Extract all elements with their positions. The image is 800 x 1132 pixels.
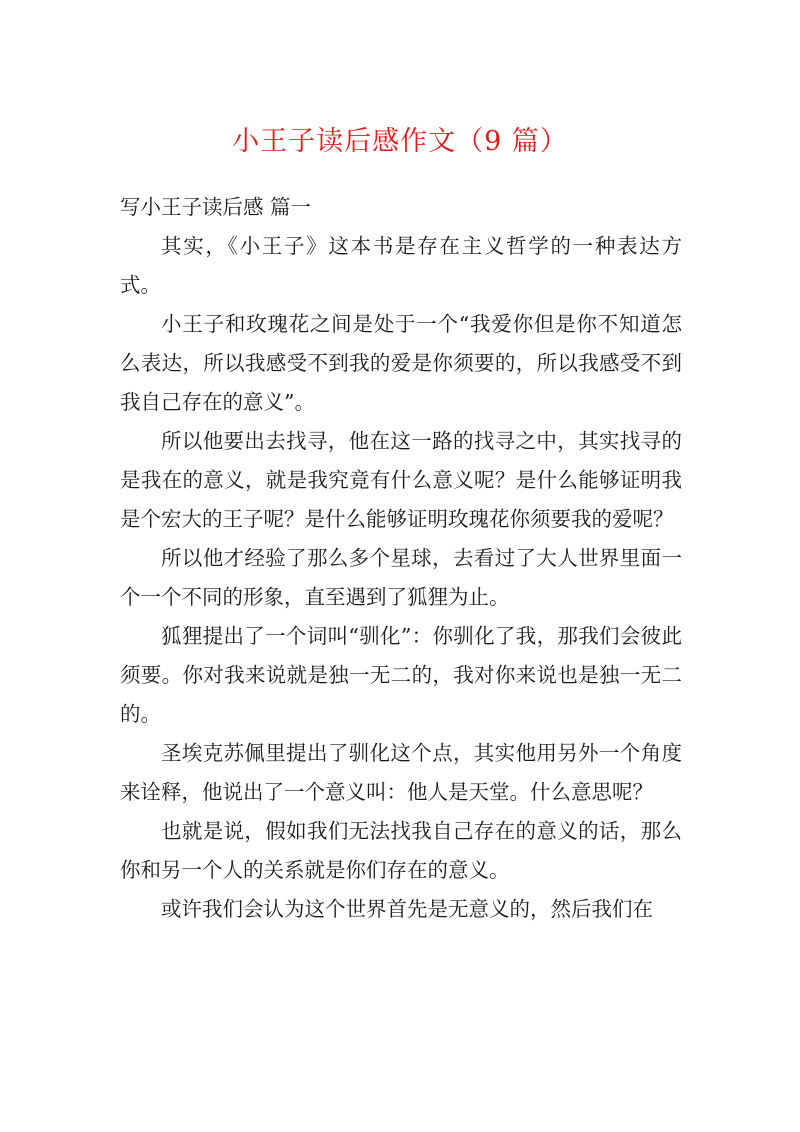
paragraph: 所以他才经验了那么多个星球，去看过了大人世界里面一个一个不同的形象，直至遇到了狐狸为止。 [120, 546, 682, 609]
paragraph: 也就是说，假如我们无法找我自己存在的意义的话，那么你和另一个人的关系就是你们存在的意义。 [120, 819, 682, 882]
paragraph: 圣埃克苏佩里提出了驯化这个点，其实他用另外一个角度来诠释，他说出了一个意义叫：他人是天堂。什么意思呢？ [120, 741, 682, 804]
document-title: 小王子读后感作文（9 篇） [232, 126, 568, 157]
paragraph: 小王子和玫瑰花之间是处于一个“我爱你但是你不知道怎么表达，所以我感受不到我的爱是你须要的，所以我感受不到我自己存在的意义”。 [120, 312, 682, 414]
document-body [120, 188, 682, 929]
paragraph: 或许我们会认为这个世界首先是无意义的，然后我们在 [161, 897, 653, 921]
paragraph: 所以他要出去找寻，他在这一路的找寻之中，其实找寻的是我在的意义，就是我究竟有什么意义呢？是什么能够证明我是个宏大的王子呢？是什么能够证明玫瑰花你须要我的爱呢？ [120, 429, 682, 531]
section-heading: 写小王子读后感 篇一 [120, 195, 312, 219]
paragraph: 狐狸提出了一个词叫“驯化”：你驯化了我，那我们会彼此须要。你对我来说就是独一无二的，我对你来说也是独一无二的。 [120, 624, 682, 726]
paragraph: 其实，《小王子》这本书是存在主义哲学的一种表达方式。 [120, 234, 682, 297]
